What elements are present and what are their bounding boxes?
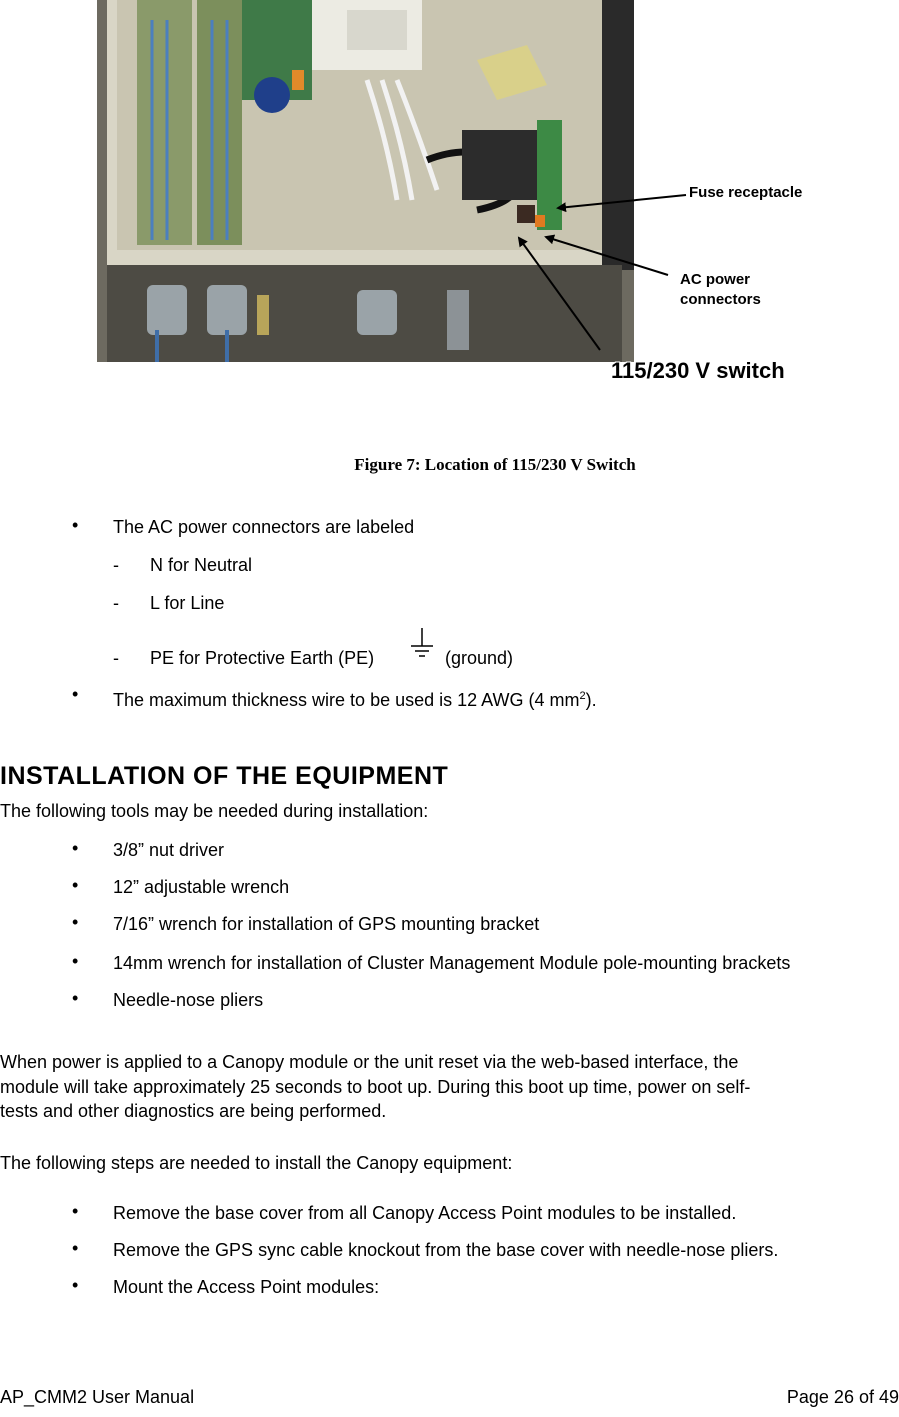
bullet-icon: • [72,951,79,971]
step-item: Remove the base cover from all Canopy Access Point modules to be installed. [113,1203,737,1223]
bullet-icon: • [72,684,79,704]
fuse-arrow [558,195,686,208]
wire-superscript: 2 [579,690,586,702]
ac-power-callout-line1: AC power [680,271,751,288]
tool-item: 12” adjustable wrench [113,877,290,897]
boot-paragraph-line1: When power is applied to a Canopy module or the unit reset via the web-based interface, the [0,1052,739,1072]
section-heading: INSTALLATION OF THE EQUIPMENT [0,762,449,790]
bullet-icon: • [72,988,79,1008]
dash-icon: - [113,593,119,613]
bullet-icon: • [72,515,79,535]
boot-paragraph-line2: module will take approximately 25 seconds to boot up. During this boot up time, power on self- [0,1077,751,1097]
wire-text: The maximum thickness wire to be used is 12 AWG (4 mm [113,690,580,710]
footer-page-number: Page 26 of 49 [786,1387,899,1407]
list-item: The AC power connectors are labeled [113,517,415,537]
steps-intro: The following steps are needed to install the Canopy equipment: [0,1153,513,1173]
bullet-icon: • [72,1201,79,1221]
ac-power-callout-line2: connectors [680,291,761,308]
bullet-icon: • [72,875,79,895]
dash-icon: - [113,648,119,668]
tool-item: Needle-nose pliers [113,990,264,1010]
list-item: PE for Protective Earth (PE) [150,648,375,668]
step-item: Remove the GPS sync cable knockout from the base cover with needle-nose pliers. [113,1240,779,1260]
bullet-icon: • [72,1275,79,1295]
tool-item: 3/8” nut driver [113,840,225,860]
tool-item: 14mm wrench for installation of Cluster Management Module pole-mounting brackets [113,953,791,973]
boot-paragraph-line3: tests and other diagnostics are being performed. [0,1101,387,1121]
ac-power-callout [680,270,800,310]
wire-text-end: ). [585,690,597,710]
bullet-icon: • [72,912,79,932]
step-item: Mount the Access Point modules: [113,1277,380,1297]
list-item-suffix: (ground) [445,648,514,668]
bullet-icon: • [72,838,79,858]
bullet-icon: • [72,1238,79,1258]
figure-caption: Figure 7: Location of 115/230 V Switch [354,455,636,474]
switch-callout: 115/230 V switch [611,358,785,383]
list-item [113,685,597,711]
ground-symbol-icon [409,626,435,662]
list-item: L for Line [150,593,225,613]
switch-arrow [519,238,600,350]
section-intro: The following tools may be needed during installation: [0,801,429,821]
dash-icon: - [113,555,119,575]
footer-document-title: AP_CMM2 User Manual [0,1387,195,1407]
tool-item: 7/16” wrench for installation of GPS mounting bracket [113,914,540,934]
list-item: N for Neutral [150,555,253,575]
ac-arrow [546,237,668,275]
fuse-receptacle-callout: Fuse receptacle [689,184,803,201]
